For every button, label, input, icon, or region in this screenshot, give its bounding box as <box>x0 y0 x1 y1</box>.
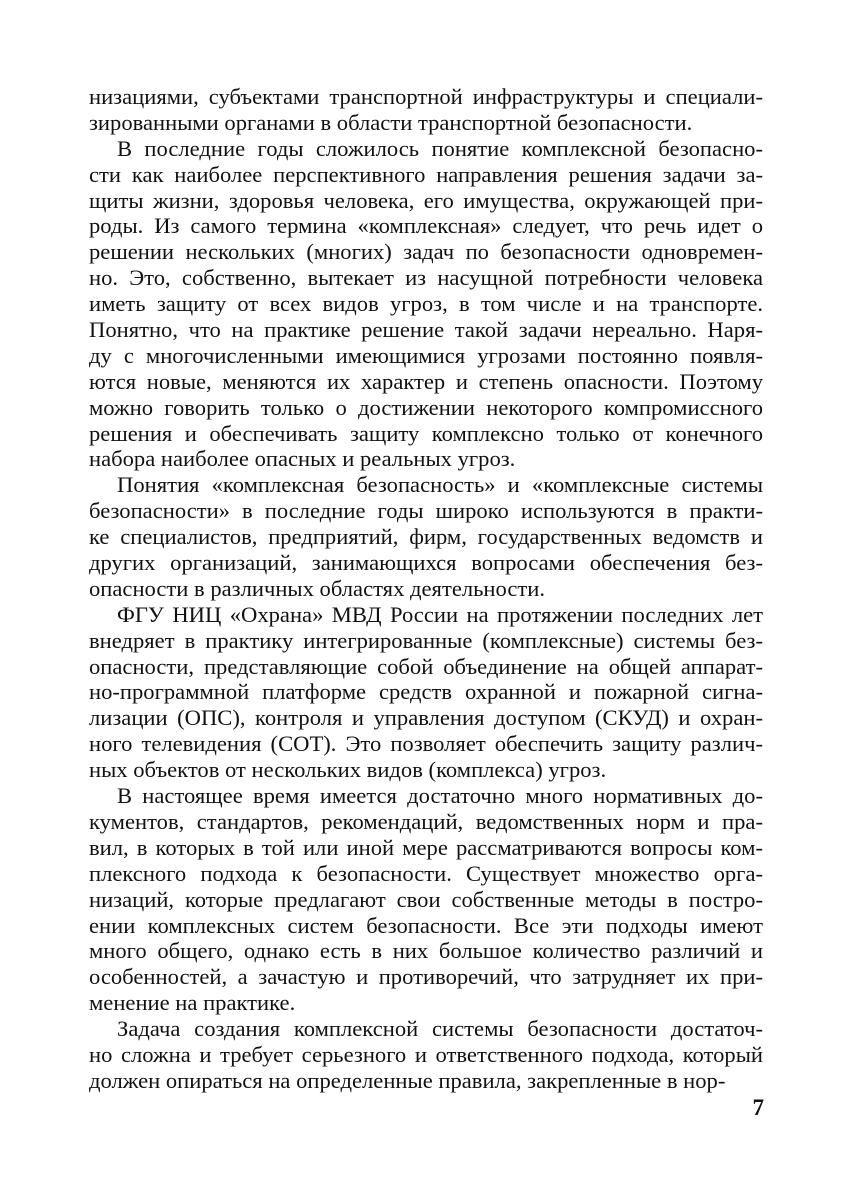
paragraph <box>89 472 763 601</box>
paragraph <box>89 84 763 136</box>
text-line: опасности в различных областях деятельности. <box>89 575 546 601</box>
text-line: опасности, представляющие собой объединение на общей аппарат- <box>89 653 763 679</box>
text-line: зированными органами в области транспортной безопасности. <box>89 109 693 135</box>
text-line: менение на практике. <box>89 990 296 1016</box>
text-line: вил, в которых в той или иной мере рассматриваются вопросы ком- <box>89 834 763 860</box>
text-line: можно говорить только о достижении некоторого компромиссного <box>89 394 763 420</box>
text-line: ении комплексных систем безопасности. Все эти подходы имеют <box>89 912 763 938</box>
text-line: Понятия «комплексная безопасность» и «комплексные системы <box>117 472 763 498</box>
body-text <box>89 84 763 1094</box>
text-line: ного телевидения (СОТ). Это позволяет обеспечить защиту различ- <box>89 731 763 757</box>
paragraph <box>89 602 763 783</box>
text-line: должен опираться на определенные правила, закрепленные в нор- <box>89 1067 726 1093</box>
text-line: особенностей, а зачастую и противоречий, что затрудняет их при- <box>89 964 763 990</box>
text-line: безопасности» в последние годы широко используются в практи- <box>89 498 763 524</box>
text-line: ются новые, меняются их характер и степень опасности. Поэтому <box>89 368 763 394</box>
page-number: 7 <box>752 1095 764 1120</box>
text-line: других организаций, занимающихся вопросами обеспечения без- <box>89 550 763 576</box>
text-line: плексного подхода к безопасности. Существует множество орга- <box>89 860 763 886</box>
text-line: решении нескольких (многих) задач по безопасности одновремен- <box>89 239 763 265</box>
text-line: сти как наиболее перспективного направления решения задачи за- <box>89 161 763 187</box>
text-line: набора наиболее опасных и реальных угроз. <box>89 446 516 472</box>
paragraph <box>89 783 763 1016</box>
text-line: низациями, субъектами транспортной инфраструктуры и специали- <box>89 84 763 109</box>
text-line: но. Это, собственно, вытекает из насущной потребности человека <box>89 265 763 291</box>
text-line: кументов, стандартов, рекомендаций, ведомственных норм и пра- <box>89 808 763 834</box>
text-line: низаций, которые предлагают свои собственные методы в постро- <box>89 886 763 912</box>
text-line: Задача создания комплексной системы безопасности достаточ- <box>117 1016 763 1042</box>
text-line: но сложна и требует серьезного и ответственного подхода, который <box>89 1041 763 1067</box>
text-line: щиты жизни, здоровья человека, его имущества, окружающей при- <box>89 187 763 213</box>
text-line: лизации (ОПС), контроля и управления доступом (СКУД) и охран- <box>89 705 763 731</box>
text-line: решения и обеспечивать защиту комплексно только от конечного <box>89 420 763 446</box>
text-line: иметь защиту от всех видов угроз, в том числе и на транспорте. <box>89 291 763 317</box>
text-line: внедряет в практику интегрированные (комплексные) системы без- <box>89 627 763 653</box>
text-line: ФГУ НИЦ «Охрана» МВД России на протяжении последних лет <box>117 601 763 627</box>
text-line: но-программной платформе средств охранной и пожарной сигна- <box>89 679 763 705</box>
text-line: Понятно, что на практике решение такой задачи нереально. Наря- <box>89 317 763 343</box>
text-line: В настоящее время имеется достаточно много нормативных до- <box>117 783 763 809</box>
text-line: ке специалистов, предприятий, фирм, государственных ведомств и <box>89 524 763 550</box>
text-line: ных объектов от нескольких видов (комплекса) угроз. <box>89 757 607 783</box>
text-line: много общего, однако есть в них большое количество различий и <box>89 938 763 964</box>
text-line: ду с многочисленными имеющимися угрозами постоянно появля- <box>89 342 763 368</box>
paragraph <box>89 1016 763 1094</box>
text-line: В последние годы сложилось понятие комплексной безопасно- <box>117 135 763 161</box>
text-line: роды. Из самого термина «комплексная» следует, что речь идет о <box>89 213 763 239</box>
paragraph <box>89 136 763 473</box>
